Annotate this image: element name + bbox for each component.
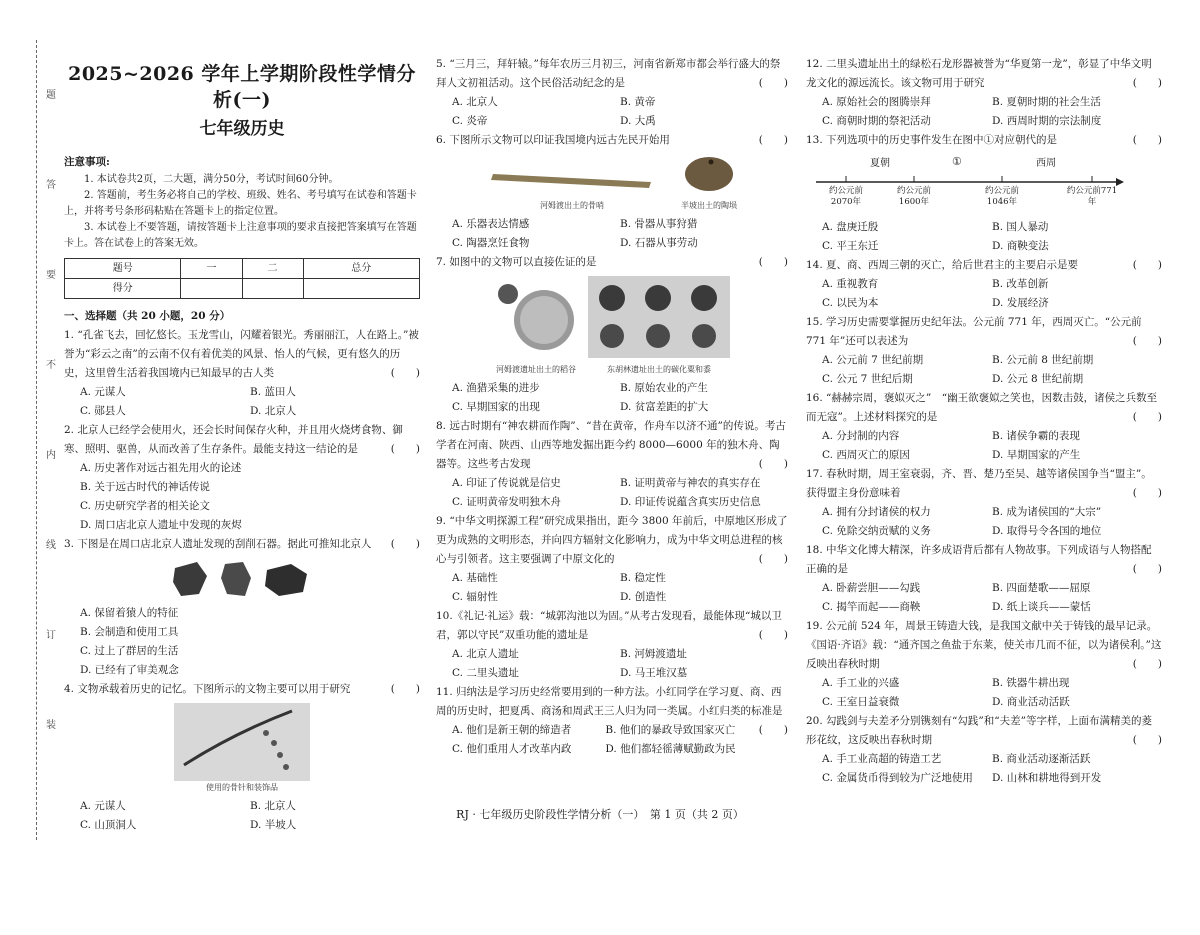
option: B. 北京人 [250, 800, 296, 812]
timeline-tick: 约公元前771年 [1066, 186, 1118, 207]
binding-char: 不 [46, 360, 56, 371]
binding-line [36, 40, 37, 840]
option: D. 马王堆汉墓 [620, 667, 688, 679]
binding-char: 订 [46, 630, 56, 641]
question-7: 7. 如图中的文物可以直接佐证的是 ( ) 河姆渡遗址出土的稻谷 东胡林遗址出土的碳化粟和黍 A. 渔猎采集的进步 B. 原始农业的产生 C. 早期国家的出现 D. 贫富差距的扩大 [436, 253, 788, 417]
option: B. 黄帝 [620, 96, 656, 108]
option: A. 乐器表达情感 [452, 218, 530, 230]
option: A. 元谋人 [80, 386, 126, 398]
rice-grain-image [494, 276, 578, 358]
option: B. 诸侯争霸的表现 [992, 430, 1080, 442]
option: A. 公元前 7 世纪前期 [822, 354, 924, 366]
option: A. 北京人 [452, 96, 498, 108]
option: D. 创造性 [620, 591, 667, 603]
option: C. 辐射性 [452, 591, 498, 603]
option: B. 蓝田人 [250, 386, 296, 398]
image-caption: 使用的骨针和装饰品 [206, 783, 278, 792]
option: B. 证明黄帝与神农的真实存在 [620, 477, 761, 489]
option: C. 二里头遗址 [452, 667, 519, 679]
binding-labels [46, 90, 60, 810]
option: B. 骨器从事狩猎 [620, 218, 698, 230]
column-1 [64, 55, 420, 835]
option: A. 渔猎采集的进步 [452, 382, 540, 394]
timeline-era: ① [952, 155, 962, 168]
option: C. 炎帝 [452, 115, 488, 127]
option: B. 稳定性 [620, 572, 666, 584]
note-item: 2. 答题前，考生务必将自己的学校、班级、姓名、考号填写在试卷和答题卡上，并将考号条形码粘贴在答题卡上的指定位置。 [64, 190, 417, 217]
binding-char: 答 [46, 180, 56, 191]
option: A. 元谋人 [80, 800, 126, 812]
option: D. 西周时期的宗法制度 [992, 115, 1102, 127]
question-2: 2. 北京人已经学会使用火，还会长时间保存火种，并且用火烧烤食物、御寒、照明、驱兽，从而改善了生存条件。最能支持这一结论的是 ( ) A. 历史著作对远古祖先用火的论述 B. 关于远古时代的神话传说 C. 历史研究学者的相关论文 D. 周口店北京人遗址中发现的灰烬 [64, 421, 420, 535]
option: D. 商鞅变法 [992, 240, 1049, 252]
score-table [64, 258, 420, 299]
option: D. 已经有了审美观念 [80, 664, 179, 676]
option: C. 山顶洞人 [80, 819, 137, 831]
option: A. 手工业的兴盛 [822, 677, 900, 689]
binding-char: 内 [46, 450, 56, 461]
page-footer: RJ · 七年级历史阶段性学情分析（一） 第 1 页（共 2 页） [456, 808, 744, 821]
option: B. 原始农业的产生 [620, 382, 708, 394]
score-row-label: 得分 [65, 279, 181, 299]
option: C. 公元 7 世纪后期 [822, 373, 913, 385]
option: A. 原始社会的图腾崇拜 [822, 96, 931, 108]
image-caption: 东胡林遗址出土的碳化粟和黍 [607, 365, 711, 374]
option: D. 发展经济 [992, 297, 1049, 309]
option: A. 手工业高超的铸造工艺 [822, 753, 942, 765]
question-18: 18. 中华文化博大精深，许多成语背后都有人物故事。下列成语与人物搭配正确的是 ( ) A. 卧薪尝胆——勾践 B. 四面楚歌——屈原 C. 揭竿而起——商鞅 D. 纸上谈兵——蒙恬 [806, 541, 1162, 617]
notes-heading: 注意事项: [64, 156, 110, 168]
option: C. 商朝时期的祭祀活动 [822, 115, 931, 127]
option: B. 改革创新 [992, 278, 1049, 290]
option: A. 盘庚迁殷 [822, 221, 879, 233]
option: B. 关于远古时代的神话传说 [80, 481, 210, 493]
option: A. 他们是新王朝的缔造者 [452, 724, 572, 736]
stone-tools-image [64, 558, 420, 600]
note-item: 1. 本试卷共2页，二大题，满分50分，考试时间60分钟。 [84, 174, 339, 185]
timeline-tick: 约公元前1046年 [984, 186, 1019, 207]
question-3: 3. 下图是在周口店北京人遗址发现的刮削石器。据此可推知北京人 ( ) A. 保留着猿人的特征 B. 会制造和使用工具 C. 过上了群居的生活 D. 已经有了审美观念 [64, 535, 420, 680]
option: C. 过上了群居的生活 [80, 645, 179, 657]
bone-whistle-image [487, 164, 657, 194]
option: D. 石器从事劳动 [620, 237, 698, 249]
option: C. 西周灭亡的原因 [822, 449, 910, 461]
option: D. 取得号令各国的地位 [992, 525, 1102, 537]
option: B. 国人暴动 [992, 221, 1049, 233]
option: C. 郧县人 [80, 405, 126, 417]
question-4: 4. 文物承载着历史的记忆。下图所示的文物主要可以用于研究 ( ) 使用的骨针和装饰品 A. 元谋人 B. 北京人 C. 山顶洞人 D. 半坡人 [64, 680, 420, 835]
timeline [806, 152, 1162, 214]
image-caption: 河姆渡遗址出土的稻谷 [496, 365, 576, 374]
binding-char: 要 [46, 270, 56, 281]
score-cell [242, 279, 303, 299]
option: B. 商业活动逐渐活跃 [992, 753, 1091, 765]
option: A. 印证了传说就是信史 [452, 477, 561, 489]
stone-tool-icons [167, 558, 317, 600]
score-header: 题号 [65, 259, 181, 279]
option: A. 重视教育 [822, 278, 879, 290]
option: D. 早期国家的产生 [992, 449, 1081, 461]
option: C. 金属货币得到较为广泛地使用 [822, 772, 973, 784]
option: C. 他们重用人才改革内政 [452, 743, 572, 755]
option: B. 公元前 8 世纪前期 [992, 354, 1094, 366]
option: C. 历史研究学者的相关论文 [80, 500, 210, 512]
millet-image [588, 276, 730, 358]
question-9: 9. “中华文明探源工程”研究成果指出，距今 3800 年前后，中原地区形成了更为成熟的文明形态，并向四方辐射文化影响力，成为中华文明总进程的核心与引领者。这主要强调了中原文化的 ( ) A. 基础性 B. 稳定性 C. 辐射性 D. 创造性 [436, 512, 788, 607]
timeline-era: 夏朝 [870, 158, 890, 169]
note-item: 3. 本试卷上不要答题，请按答题卡上注意事项的要求直接把答案填写在答题卡上。答在试卷上的答案无效。 [64, 222, 417, 249]
option: C. 平王东迁 [822, 240, 879, 252]
option: B. 成为诸侯国的“大宗” [992, 506, 1102, 518]
question-20: 20. 勾践剑与夫差矛分别镌刻有“勾践”和“夫差”等字样，上面布满精美的菱形花纹，这反映出春秋时期 ( ) A. 手工业高超的铸造工艺 B. 商业活动逐渐活跃 C. 金属货币得到较为广泛地使用 D. 山林和耕地得到开发 [806, 712, 1162, 788]
option: B. 他们的暴政导致国家灭亡 [605, 724, 736, 736]
option: D. 商业活动活跃 [992, 696, 1070, 708]
timeline-era: 西周 [1036, 158, 1056, 169]
option: C. 揭竿而起——商鞅 [822, 601, 921, 613]
option: C. 免除交纳贡赋的义务 [822, 525, 931, 537]
timeline-tick: 约公元前1600年 [896, 186, 931, 207]
exam-subject: 七年级历史 [199, 119, 285, 139]
score-header: 一 [181, 259, 242, 279]
option: B. 会制造和使用工具 [80, 626, 179, 638]
option: D. 周口店北京人遗址中发现的灰烬 [80, 519, 242, 531]
score-header: 总分 [303, 259, 419, 279]
score-cell [303, 279, 419, 299]
image-caption: 半坡出土的陶埙 [681, 201, 737, 210]
option: C. 早期国家的出现 [452, 401, 540, 413]
option: D. 公元 8 世纪前期 [992, 373, 1084, 385]
question-15: 15. 学习历史需要掌握历史纪年法。公元前 771 年，西周灭亡。“公元前 771 年”还可以表述为 ( ) A. 公元前 7 世纪前期 B. 公元前 8 世纪前期 C. 公元 7 世纪后期 D. 公元 8 世纪前期 [806, 313, 1162, 389]
option: C. 以民为本 [822, 297, 879, 309]
question-6: 6. 下图所示文物可以印证我国境内远古先民开始用 ( ) 河姆渡出土的骨哨 半坡出土的陶埙 A. 乐器表达情感 B. 骨器从事狩猎 C. 陶器烹饪食物 D. 石器从事劳动 [436, 131, 788, 253]
option: D. 大禹 [620, 115, 656, 127]
option: B. 铁器牛耕出现 [992, 677, 1070, 689]
option: A. 卧薪尝胆——勾践 [822, 582, 921, 594]
column-2 [436, 55, 788, 759]
option: C. 陶器烹饪食物 [452, 237, 530, 249]
exam-title: 2025~2026 学年上学期阶段性学情分析(一) [68, 63, 416, 111]
image-caption: 河姆渡出土的骨哨 [540, 201, 604, 210]
score-header: 二 [242, 259, 303, 279]
question-16: 16. “赫赫宗周，褒姒灭之” “幽王欲褒姒之笑也，因数击鼓，诸侯之兵数至而无寇”。上述材料探究的是 ( ) A. 分封制的内容 B. 诸侯争霸的表现 C. 西周灭亡的原因 D. 早期国家的产生 [806, 389, 1162, 465]
option: D. 纸上谈兵——蒙恬 [992, 601, 1091, 613]
question-19: 19. 公元前 524 年，周景王铸造大钱，是我国文献中关于铸钱的最早记录。《国语·齐语》载：“通齐国之鱼盐于东莱，使关市几而不征，以为诸侯利。”这反映出春秋时期 ( ) A. 手工业的兴盛 B. 铁器牛耕出现 C. 王室日益衰微 D. 商业活动活跃 [806, 617, 1162, 712]
option: D. 北京人 [250, 405, 297, 417]
option: C. 证明黄帝发明独木舟 [452, 496, 561, 508]
question-17: 17. 春秋时期，周王室衰弱，齐、晋、楚乃至吴、越等诸侯国争当“盟主”。获得盟主身份意味着 ( ) A. 拥有分封诸侯的权力 B. 成为诸侯国的“大宗” C. 免除交纳贡赋的义务 D. 取得号令各国的地位 [806, 465, 1162, 541]
option: B. 四面楚歌——屈原 [992, 582, 1091, 594]
score-cell [181, 279, 242, 299]
option: A. 分封制的内容 [822, 430, 900, 442]
bone-needle-image [174, 703, 310, 781]
option: B. 河姆渡遗址 [620, 648, 687, 660]
option: D. 他们都轻徭薄赋勤政为民 [605, 743, 736, 755]
option: D. 半坡人 [250, 819, 297, 831]
option: B. 夏朝时期的社会生活 [992, 96, 1101, 108]
binding-char: 装 [46, 720, 56, 731]
option: D. 贫富差距的扩大 [620, 401, 709, 413]
question-8: 8. 远古时期有“神农耕而作陶”、“昔在黄帝，作舟车以济不通”的传说。考古学者在河南、陕西、山西等地发掘出距今约 8000—6000 年的独木舟、陶器等。这些考古发现 ( ) A. 印证了传说就是信史 B. 证明黄帝与神农的真实存在 C. 证明黄帝发明独木舟 D. 印证传说蕴含真实历史信息 [436, 417, 788, 512]
timeline-tick: 约公元前2070年 [828, 186, 863, 207]
pottery-xun-image [681, 154, 737, 194]
binding-char: 线 [46, 540, 56, 551]
question-10: 10.《礼记·礼运》载：“城郭沟池以为固。”从考古发现看，最能体现“城以卫君，郭以守民”双重功能的遗址是 ( ) A. 北京人遗址 B. 河姆渡遗址 C. 二里头遗址 D. 马王堆汉墓 [436, 607, 788, 683]
option: A. 保留着猿人的特征 [80, 607, 179, 619]
section-heading: 一、选择题（共 20 小题，20 分） [64, 310, 231, 322]
column-3 [806, 55, 1162, 788]
question-13: 13. 下列选项中的历史事件发生在图中①对应朝代的是 ( ) 夏朝 ① 西周 约公元前2070年 约公元前1600年 约公元前1046年 约公元前771年 A. 盘庚迁殷 B. 国人暴动 C. 平王东迁 D. 商鞅变法 [806, 131, 1162, 256]
option: D. 山林和耕地得到开发 [992, 772, 1102, 784]
question-5: 5. “三月三，拜轩辕。”每年农历三月初三，河南省新郑市都会举行盛大的祭拜人文初祖活动。这个民俗活动纪念的是 ( ) A. 北京人 B. 黄帝 C. 炎帝 D. 大禹 [436, 55, 788, 131]
option: C. 王室日益衰微 [822, 696, 900, 708]
question-1: 1. “孔雀飞去，回忆悠长。玉龙雪山，闪耀着银光。秀丽丽江，人在路上。”被誉为“彩云之南”的云南不仅有着优美的风景、怡人的气候，更有悠久的历史，这里曾生活着我国境内已知最早的古人类 ( ) A. 元谋人 B. 蓝田人 C. 郧县人 D. 北京人 [64, 326, 420, 421]
question-12: 12. 二里头遗址出土的绿松石龙形器被誉为“华夏第一龙”，彰显了中华文明龙文化的源远流长。该文物可用于研究 ( ) A. 原始社会的图腾崇拜 B. 夏朝时期的社会生活 C. 商朝时期的祭祀活动 D. 西周时期的宗法制度 [806, 55, 1162, 131]
question-14: 14. 夏、商、西周三朝的灭亡，给后世君主的主要启示是要 ( ) A. 重视教育 B. 改革创新 C. 以民为本 D. 发展经济 [806, 256, 1162, 313]
binding-char: 题 [46, 90, 56, 101]
option: D. 印证传说蕴含真实历史信息 [620, 496, 761, 508]
option: A. 北京人遗址 [452, 648, 519, 660]
question-11: 11. 归纳法是学习历史经常要用到的一种方法。小红同学在学习夏、商、西周的历史时，把夏禹、商汤和周武王三人归为同一类属。小红归类的标准是 ( ) A. 他们是新王朝的缔造者 B. 他们的暴政导致国家灭亡 C. 他们重用人才改革内政 D. 他们都轻徭薄赋勤政为民 [436, 683, 788, 759]
option: A. 基础性 [452, 572, 498, 584]
option: A. 拥有分封诸侯的权力 [822, 506, 931, 518]
option: A. 历史著作对远古祖先用火的论述 [80, 462, 242, 474]
